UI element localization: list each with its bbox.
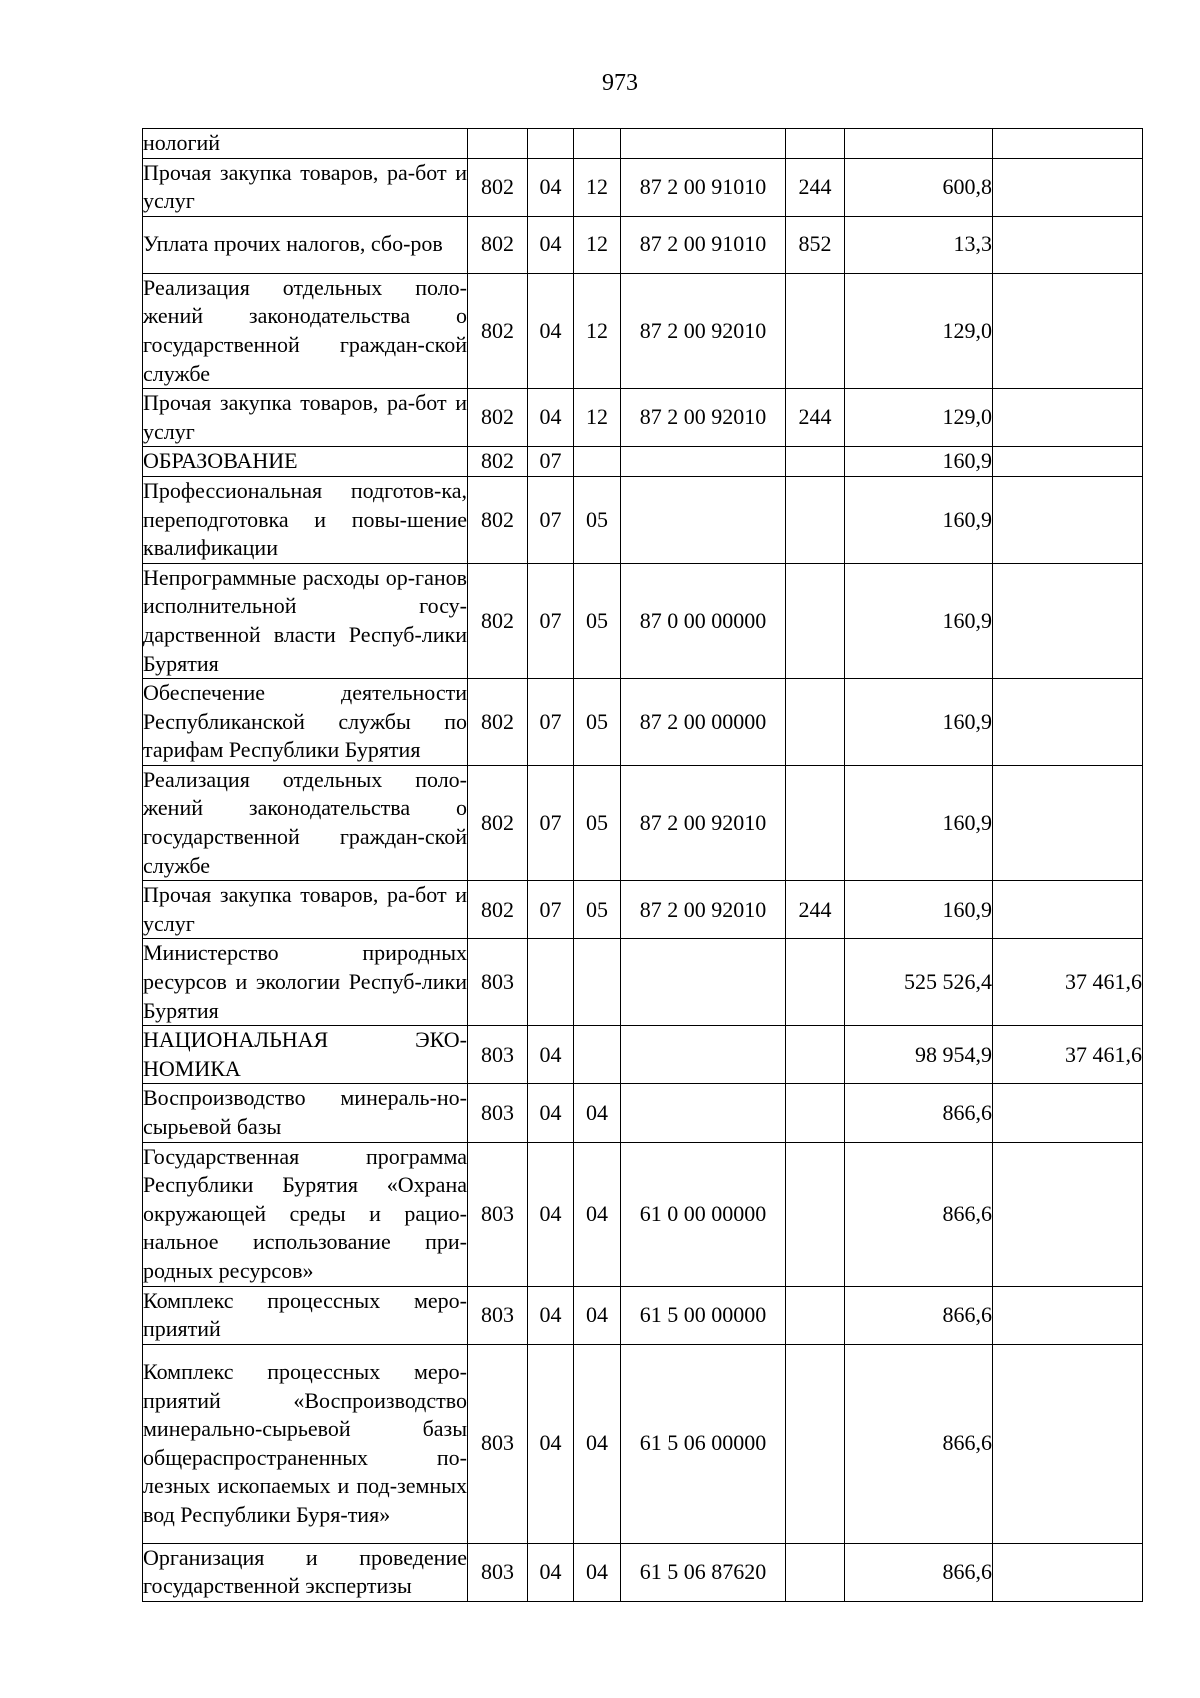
amount: 525 526,4 <box>845 939 993 1026</box>
grbs-code <box>468 129 528 159</box>
section-code: 04 <box>528 1286 574 1344</box>
table-row <box>143 679 1143 766</box>
row-name: нологий <box>143 129 468 159</box>
row-name: Реализация отдельных поло-жений законодательства о государственной граждан-ской службе <box>143 765 468 880</box>
table-row <box>143 129 1143 159</box>
amount-secondary <box>993 1543 1143 1601</box>
amount: 866,6 <box>845 1286 993 1344</box>
amount-secondary: 37 461,6 <box>993 1026 1143 1084</box>
expense-type-code: 244 <box>786 389 845 447</box>
target-article-code <box>621 1026 786 1084</box>
row-name: Комплекс процессных меро-приятий <box>143 1286 468 1344</box>
target-article-code: 87 0 00 00000 <box>621 563 786 678</box>
amount-secondary <box>993 881 1143 939</box>
table-row <box>143 389 1143 447</box>
expense-type-code <box>786 1084 845 1142</box>
section-code <box>528 129 574 159</box>
amount-secondary <box>993 273 1143 388</box>
section-code: 07 <box>528 679 574 766</box>
table-row <box>143 273 1143 388</box>
expense-type-code <box>786 939 845 1026</box>
row-name: Уплата прочих налогов, сбо-ров <box>143 216 468 273</box>
amount-secondary <box>993 1084 1143 1142</box>
subsection-code: 05 <box>574 765 621 880</box>
subsection-code: 12 <box>574 158 621 216</box>
row-name: Министерство природных ресурсов и экологии Респуб-лики Бурятия <box>143 939 468 1026</box>
grbs-code: 802 <box>468 765 528 880</box>
grbs-code: 802 <box>468 158 528 216</box>
expense-type-code: 852 <box>786 216 845 273</box>
section-code: 07 <box>528 447 574 477</box>
amount-secondary <box>993 765 1143 880</box>
subsection-code <box>574 1026 621 1084</box>
amount: 160,9 <box>845 563 993 678</box>
expense-type-code: 244 <box>786 158 845 216</box>
amount-secondary <box>993 216 1143 273</box>
amount-secondary <box>993 1142 1143 1286</box>
section-code: 07 <box>528 765 574 880</box>
target-article-code: 61 5 06 87620 <box>621 1543 786 1601</box>
table-row <box>143 1084 1143 1142</box>
amount-secondary <box>993 476 1143 563</box>
grbs-code: 802 <box>468 216 528 273</box>
subsection-code: 05 <box>574 563 621 678</box>
table-row <box>143 563 1143 678</box>
section-code: 04 <box>528 1142 574 1286</box>
subsection-code: 04 <box>574 1286 621 1344</box>
target-article-code: 87 2 00 92010 <box>621 881 786 939</box>
amount: 129,0 <box>845 273 993 388</box>
row-name: Прочая закупка товаров, ра-бот и услуг <box>143 158 468 216</box>
expense-type-code <box>786 1142 845 1286</box>
section-code <box>528 939 574 1026</box>
table-row <box>143 765 1143 880</box>
target-article-code: 87 2 00 00000 <box>621 679 786 766</box>
expense-type-code <box>786 679 845 766</box>
table-body <box>143 129 1143 1602</box>
expense-type-code <box>786 563 845 678</box>
expense-type-code <box>786 765 845 880</box>
expense-type-code: 244 <box>786 881 845 939</box>
table-row <box>143 939 1143 1026</box>
amount: 160,9 <box>845 679 993 766</box>
grbs-code: 803 <box>468 1543 528 1601</box>
table-row <box>143 1142 1143 1286</box>
amount <box>845 129 993 159</box>
table-row <box>143 158 1143 216</box>
row-name: ОБРАЗОВАНИЕ <box>143 447 468 477</box>
grbs-code: 802 <box>468 476 528 563</box>
section-code: 04 <box>528 273 574 388</box>
amount: 866,6 <box>845 1142 993 1286</box>
section-code: 07 <box>528 563 574 678</box>
target-article-code: 61 5 06 00000 <box>621 1344 786 1543</box>
target-article-code: 61 0 00 00000 <box>621 1142 786 1286</box>
amount-secondary <box>993 1344 1143 1543</box>
row-name: Профессиональная подготов-ка, переподготовка и повы-шение квалификации <box>143 476 468 563</box>
target-article-code: 87 2 00 92010 <box>621 389 786 447</box>
expense-type-code <box>786 1344 845 1543</box>
grbs-code: 803 <box>468 1084 528 1142</box>
target-article-code <box>621 129 786 159</box>
subsection-code: 12 <box>574 273 621 388</box>
row-name: Комплекс процессных меро-приятий «Воспроизводство минерально-сырьевой базы общераспространенных по-лезных ископаемых и под-земных вод Республики Буря-тия» <box>143 1344 468 1543</box>
expense-type-code <box>786 1286 845 1344</box>
target-article-code: 87 2 00 91010 <box>621 158 786 216</box>
expense-type-code <box>786 1543 845 1601</box>
grbs-code: 802 <box>468 273 528 388</box>
amount: 866,6 <box>845 1084 993 1142</box>
subsection-code: 05 <box>574 476 621 563</box>
subsection-code: 04 <box>574 1344 621 1543</box>
amount-secondary <box>993 158 1143 216</box>
target-article-code: 61 5 00 00000 <box>621 1286 786 1344</box>
target-article-code <box>621 447 786 477</box>
target-article-code <box>621 476 786 563</box>
subsection-code: 12 <box>574 216 621 273</box>
target-article-code <box>621 939 786 1026</box>
grbs-code: 803 <box>468 1026 528 1084</box>
table-row <box>143 447 1143 477</box>
grbs-code: 803 <box>468 939 528 1026</box>
amount: 160,9 <box>845 476 993 563</box>
subsection-code <box>574 129 621 159</box>
row-name: Реализация отдельных поло-жений законодательства о государственной граждан-ской службе <box>143 273 468 388</box>
section-code: 07 <box>528 881 574 939</box>
amount: 160,9 <box>845 881 993 939</box>
amount-secondary <box>993 389 1143 447</box>
amount-secondary <box>993 563 1143 678</box>
grbs-code: 802 <box>468 389 528 447</box>
section-code: 04 <box>528 389 574 447</box>
grbs-code: 802 <box>468 679 528 766</box>
expense-type-code <box>786 447 845 477</box>
grbs-code: 802 <box>468 881 528 939</box>
amount: 600,8 <box>845 158 993 216</box>
amount: 13,3 <box>845 216 993 273</box>
amount-secondary <box>993 679 1143 766</box>
expense-type-code <box>786 1026 845 1084</box>
row-name: Воспроизводство минераль-но-сырьевой базы <box>143 1084 468 1142</box>
amount: 98 954,9 <box>845 1026 993 1084</box>
row-name: Непрограммные расходы ор-ганов исполнительной госу-дарственной власти Респуб-лики Бурятия <box>143 563 468 678</box>
row-name: НАЦИОНАЛЬНАЯ ЭКО-НОМИКА <box>143 1026 468 1084</box>
section-code: 04 <box>528 216 574 273</box>
table-row <box>143 881 1143 939</box>
grbs-code: 802 <box>468 447 528 477</box>
row-name: Организация и проведение государственной экспертизы <box>143 1543 468 1601</box>
target-article-code: 87 2 00 91010 <box>621 216 786 273</box>
table-row <box>143 1344 1143 1543</box>
page-number: 973 <box>602 70 638 96</box>
section-code: 04 <box>528 1543 574 1601</box>
amount: 129,0 <box>845 389 993 447</box>
table-row <box>143 1026 1143 1084</box>
section-code: 04 <box>528 1026 574 1084</box>
subsection-code: 12 <box>574 389 621 447</box>
budget-table <box>142 128 1143 1602</box>
section-code: 04 <box>528 1344 574 1543</box>
amount-secondary: 37 461,6 <box>993 939 1143 1026</box>
table-row <box>143 216 1143 273</box>
section-code: 07 <box>528 476 574 563</box>
grbs-code: 803 <box>468 1344 528 1543</box>
target-article-code <box>621 1084 786 1142</box>
amount: 160,9 <box>845 765 993 880</box>
target-article-code: 87 2 00 92010 <box>621 273 786 388</box>
amount-secondary <box>993 129 1143 159</box>
amount: 866,6 <box>845 1543 993 1601</box>
grbs-code: 803 <box>468 1286 528 1344</box>
expense-type-code <box>786 273 845 388</box>
expense-type-code <box>786 129 845 159</box>
table-row <box>143 1286 1143 1344</box>
subsection-code <box>574 939 621 1026</box>
target-article-code: 87 2 00 92010 <box>621 765 786 880</box>
subsection-code: 04 <box>574 1142 621 1286</box>
row-name: Обеспечение деятельности Республиканской службы по тарифам Республики Бурятия <box>143 679 468 766</box>
grbs-code: 802 <box>468 563 528 678</box>
subsection-code: 05 <box>574 679 621 766</box>
amount-secondary <box>993 447 1143 477</box>
subsection-code <box>574 447 621 477</box>
section-code: 04 <box>528 1084 574 1142</box>
amount-secondary <box>993 1286 1143 1344</box>
amount: 866,6 <box>845 1344 993 1543</box>
table-row <box>143 1543 1143 1601</box>
amount: 160,9 <box>845 447 993 477</box>
subsection-code: 05 <box>574 881 621 939</box>
grbs-code: 803 <box>468 1142 528 1286</box>
row-name: Прочая закупка товаров, ра-бот и услуг <box>143 389 468 447</box>
expense-type-code <box>786 476 845 563</box>
row-name: Прочая закупка товаров, ра-бот и услуг <box>143 881 468 939</box>
section-code: 04 <box>528 158 574 216</box>
row-name: Государственная программа Республики Бурятия «Охрана окружающей среды и рацио-нальное использование при-родных ресурсов» <box>143 1142 468 1286</box>
subsection-code: 04 <box>574 1084 621 1142</box>
subsection-code: 04 <box>574 1543 621 1601</box>
table-row <box>143 476 1143 563</box>
